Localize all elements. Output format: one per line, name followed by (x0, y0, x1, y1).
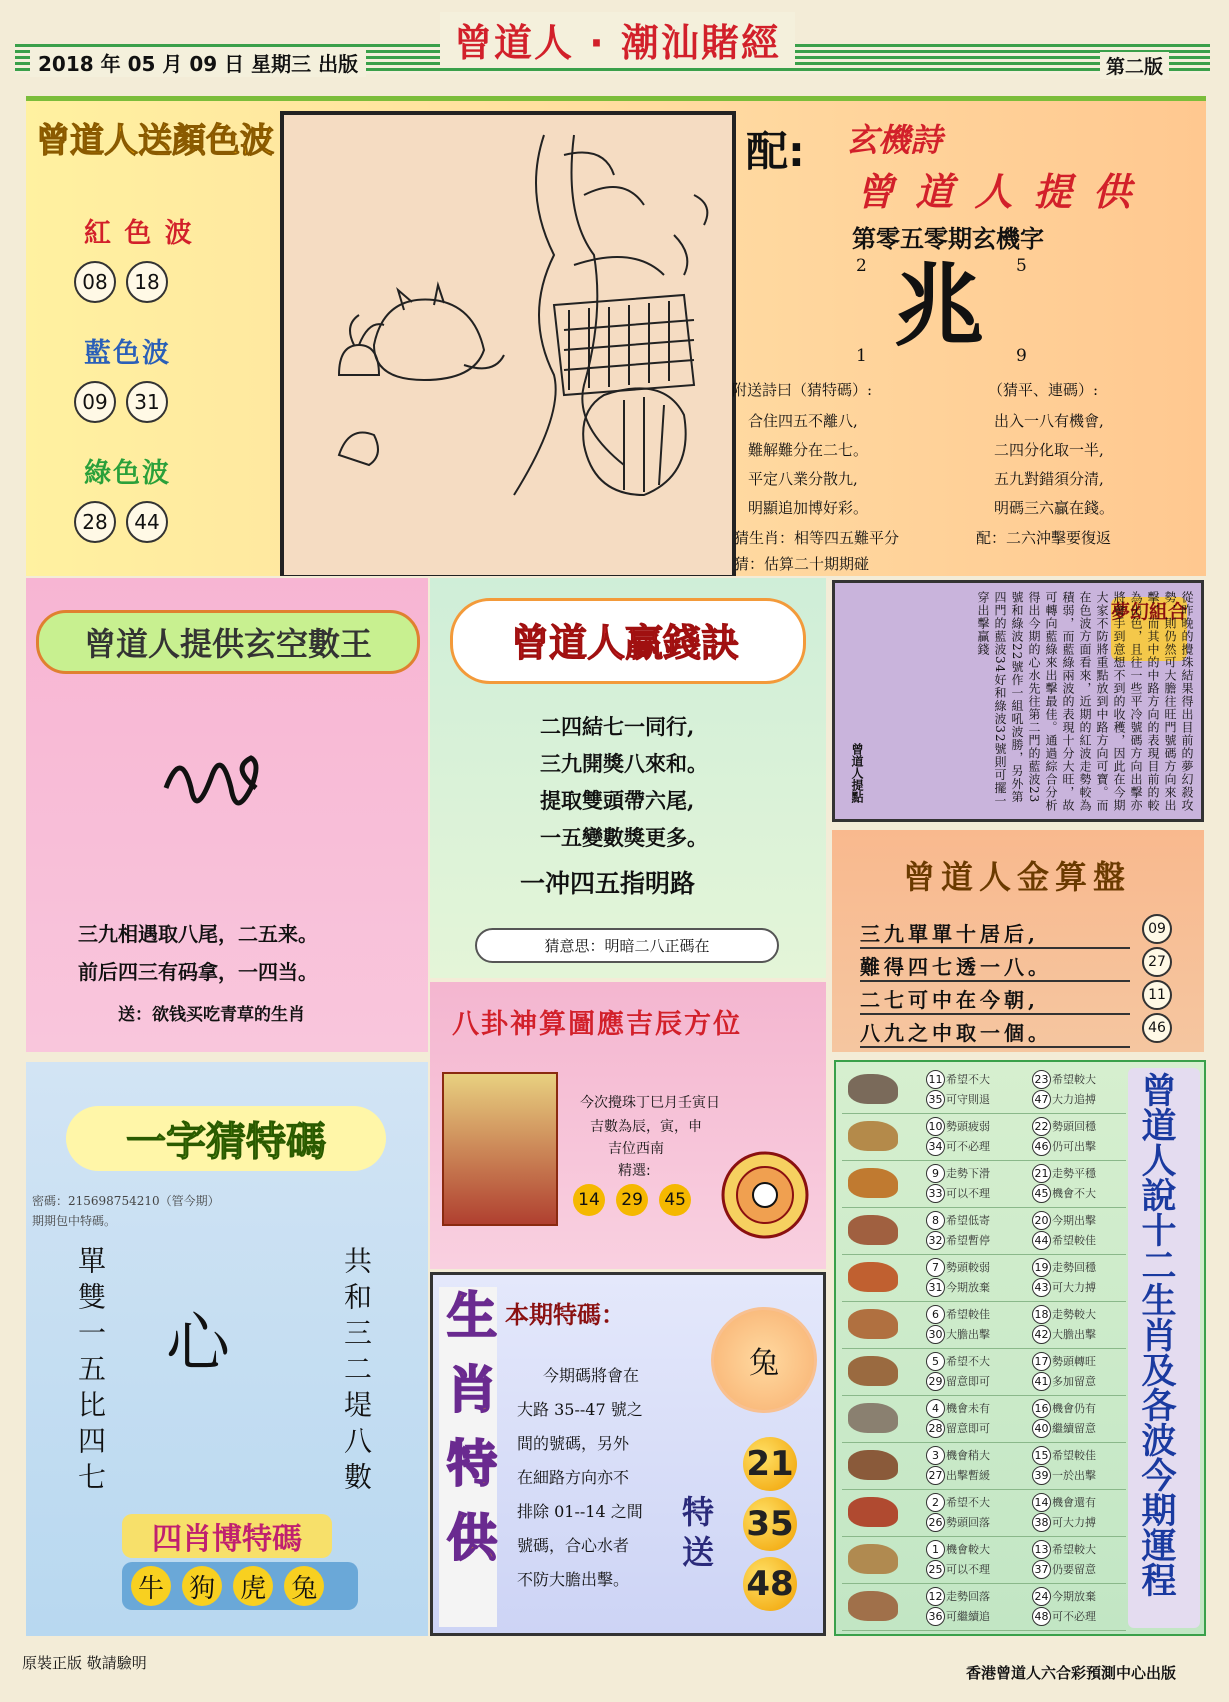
pick-ball: 45 (659, 1184, 691, 1216)
zodiac-fortune-text: 希望不大 (946, 1496, 990, 1509)
zodiac-fortune-text: 勢頭較弱 (946, 1261, 990, 1274)
zodiac-row (836, 1066, 1126, 1114)
zodiac-fortune-text: 走勢平穩 (1052, 1167, 1096, 1180)
guess-2: 猜：估算二十期期碰 (734, 555, 870, 573)
zodiac-row (836, 1442, 1126, 1490)
zodiac-number: 42 (1032, 1325, 1051, 1344)
zodiac-fortune-text: 一於出擊 (1052, 1469, 1096, 1482)
zodiac-number: 44 (1032, 1231, 1051, 1250)
yingqian-lines (540, 708, 708, 856)
zodiac-fortune-text: 勢頭轉旺 (1052, 1355, 1096, 1368)
zodiac-fortune-text: 機會仍有 (1052, 1402, 1096, 1415)
sixiao-item: 狗 (182, 1566, 222, 1606)
header-edition: 第二版 (1100, 52, 1169, 79)
sixiao-items (122, 1562, 358, 1610)
suanpan-row-num: 27 (1142, 947, 1172, 977)
zodiac-fortune-text: 留意即可 (946, 1375, 990, 1388)
poem-line: 明顯追加博好彩。 (748, 499, 869, 517)
footer-left: 原裝正版 敬請驗明 (22, 1654, 147, 1672)
yingqian-title: 曾道人贏錢訣 (510, 621, 739, 665)
zodiac-fortune-text: 希望較大 (1052, 1073, 1096, 1086)
zodiac-number: 6 (926, 1305, 945, 1324)
shengxiao-title: 本期特碼： (505, 1301, 625, 1329)
xuanji-n-tr: 5 (1016, 256, 1027, 276)
suanpan-row-num: 11 (1142, 980, 1172, 1010)
zodiac-fortune-text: 出擊暫緩 (946, 1469, 990, 1482)
zodiac-fortune-text: 可以不理 (946, 1187, 990, 1200)
zodiac-row (836, 1536, 1126, 1584)
yizi-center: 心 (166, 1307, 230, 1381)
send-label: 特送 (677, 1495, 715, 1575)
zodiac-rows (836, 1066, 1126, 1636)
zodiac-number: 28 (926, 1419, 945, 1438)
zodiac-fortune-text: 大膽出擊 (1052, 1328, 1096, 1341)
ox-icon (848, 1121, 898, 1151)
warrior-picture (442, 1072, 558, 1226)
zodiac-number: 20 (1032, 1211, 1051, 1230)
zodiac-fortune-text: 機會未有 (946, 1402, 990, 1415)
zodiac-fortune-text: 希望低寄 (946, 1214, 990, 1227)
special-ball: 48 (743, 1557, 797, 1611)
zodiac-number: 22 (1032, 1117, 1051, 1136)
yingqian-highlight: 一冲四五指明路 (520, 869, 696, 898)
zodiac-number: 7 (926, 1258, 945, 1277)
yizi-sub: 期期包中特碼。 (32, 1214, 117, 1228)
bagua-line-2: 吉數為辰，寅，申 (590, 1119, 702, 1135)
zodiac-number: 32 (926, 1231, 945, 1250)
dragon-icon (848, 1262, 898, 1292)
special-ball: 21 (743, 1437, 797, 1491)
color-wave-number: 28 (74, 501, 116, 543)
suanpan-title: 曾道人金算盤 (902, 858, 1131, 896)
menghuan-title: 夢幻組合 (1111, 597, 1187, 661)
body-line: 大路 35--47 號之 (517, 1400, 643, 1419)
puzzle-picture (280, 111, 736, 576)
zodiac-number: 47 (1032, 1090, 1051, 1109)
shengxiao-body (517, 1359, 643, 1597)
zodiac-fortune-text: 勢頭回落 (946, 1516, 990, 1529)
color-wave-number: 18 (126, 261, 168, 303)
zodiac-row (836, 1348, 1126, 1396)
zodiac-fortune-text: 希望不大 (946, 1355, 990, 1368)
zodiac-row (836, 1113, 1126, 1161)
zodiac-fortune-text: 可繼續追 (946, 1610, 990, 1623)
zodiac-number: 26 (926, 1513, 945, 1532)
suanpan-row-text: 二七可中在今朝, (860, 984, 1130, 1015)
sixiao-item: 牛 (131, 1566, 171, 1606)
rooster-icon (848, 1497, 898, 1527)
zodiac-row (836, 1160, 1126, 1208)
xuankong-line-2: 前后四三有码拿，一四当。 (78, 960, 318, 984)
zodiac-number: 30 (926, 1325, 945, 1344)
xuanji-issue: 第零五零期玄機字 (852, 224, 1044, 253)
zodiac-number: 46 (1032, 1137, 1051, 1156)
zodiac-fortune-text: 勢頭回穩 (1052, 1120, 1096, 1133)
menghuan-byline: 曾道人提點 (850, 743, 864, 803)
yizi-secret: 密碼：215698754210（管今期） (32, 1194, 220, 1208)
poem-left-head: 附送詩曰（猜特碼）: (732, 381, 873, 399)
bagua-line-1: 今次攪珠丁巳月壬寅日 (580, 1095, 720, 1111)
poem-right (994, 407, 1114, 523)
yingqian-line: 二四結七一同行, (540, 714, 695, 739)
zodiac-number: 23 (1032, 1070, 1051, 1089)
zodiac-number: 24 (1032, 1587, 1051, 1606)
sixiao-item: 兔 (284, 1566, 324, 1606)
zodiac-number: 25 (926, 1560, 945, 1579)
yingqian-meaning: 猜意思：明暗二八正碼在 (475, 928, 779, 963)
zodiac-number: 13 (1032, 1540, 1051, 1559)
xuanji-char: 兆 (894, 253, 984, 359)
suanpan-row-text: 八九之中取一個。 (860, 1017, 1130, 1048)
zodiac-side-title: 曾道人說十二生肖及各波今期運程 (1136, 1072, 1176, 1597)
shengxiao-panel (430, 1272, 826, 1636)
flower-text: 兔 (749, 1346, 779, 1381)
zodiac-number: 11 (926, 1070, 945, 1089)
cat-and-cabbage-drawing (284, 115, 732, 575)
xuanji-pei: 配: (746, 127, 805, 176)
color-wave-title: 曾道人送顏色波 (36, 121, 274, 161)
zodiac-number: 36 (926, 1607, 945, 1626)
zodiac-number: 39 (1032, 1466, 1051, 1485)
suanpan-row-num: 46 (1142, 1013, 1172, 1043)
xuankong-line-1: 三九相遇取八尾，二五来。 (78, 922, 318, 946)
zodiac-number: 45 (1032, 1184, 1051, 1203)
color-wave-label: 紅 色 波 (84, 218, 194, 249)
pick-ball: 29 (616, 1184, 648, 1216)
zodiac-fortune-text: 走勢較大 (1052, 1308, 1096, 1321)
zodiac-fortune-text: 可不必理 (1052, 1610, 1096, 1623)
poem-left (748, 407, 868, 523)
zodiac-number: 27 (926, 1466, 945, 1485)
zodiac-fortune-text: 希望不大 (946, 1073, 990, 1086)
yingqian-line: 一五變數獎更多。 (540, 825, 708, 850)
zodiac-number: 16 (1032, 1399, 1051, 1418)
zodiac-fortune-text: 仍要留意 (1052, 1563, 1096, 1576)
poem-line: 平定八業分散九, (748, 470, 858, 488)
flower-badge (711, 1307, 817, 1413)
zodiac-number: 15 (1032, 1446, 1051, 1465)
poem-line: 出入一八有機會, (994, 412, 1104, 430)
zodiac-fortune-text: 可守則退 (946, 1093, 990, 1106)
zodiac-number: 19 (1032, 1258, 1051, 1277)
bagua-panel (430, 982, 826, 1269)
xuanji-n-bl: 1 (856, 346, 867, 366)
body-line: 在細路方向亦不 (517, 1468, 630, 1487)
horse-icon (848, 1356, 898, 1386)
zodiac-number: 18 (1032, 1305, 1051, 1324)
body-line: 不防大膽出擊。 (517, 1570, 630, 1589)
shengxiao-side: 生肖特供 (439, 1289, 497, 1585)
zodiac-fortune-text: 希望暫停 (946, 1234, 990, 1247)
bagua-line-3: 吉位西南 (608, 1141, 664, 1157)
zodiac-fortune-text: 希望較佳 (1052, 1234, 1096, 1247)
suanpan-row-num: 09 (1142, 914, 1172, 944)
color-wave-label: 藍色波 (84, 338, 171, 369)
zodiac-fortune-text: 今期放棄 (946, 1281, 990, 1294)
zodiac-table (834, 1060, 1206, 1636)
yizi-panel (26, 1062, 428, 1636)
xuankong-title: 曾道人提供玄空數王 (36, 610, 420, 674)
zodiac-fortune-text: 可不必理 (946, 1140, 990, 1153)
color-wave-number: 09 (74, 381, 116, 423)
menghuan-text: 從昨晚的攪珠結果得出目前的夢幻殺攻勢，則仍然可大膽往旺門號碼方向來出擊，而其中的中路方向的表現目前的較為出色，且往一些平冷號碼方向出擊亦將會手到意想不到的收穫，因此在今期大家不防將重點放到中路方向可寶。而在色波方面看來，近期的紅波走勢較為積弱，而藍綠兩波的表現十分大旺，故可轉向藍綠來出擊最佳。通過綜合分析得出今期的心水先往第二門的藍波23號和綠波22號作一組吼波勝，另外第四門的藍波34好和綠波32號則可擺一穿出擊贏錢 (976, 591, 1194, 812)
xuankong-send: 送：欲钱买吃青草的生肖 (118, 1005, 305, 1025)
suanpan-row-text: 三九單單十居后, (860, 918, 1130, 949)
zodiac-number: 17 (1032, 1352, 1051, 1371)
zodiac-fortune-text: 繼續留意 (1052, 1422, 1096, 1435)
zodiac-number: 29 (926, 1372, 945, 1391)
zodiac-number: 1 (926, 1540, 945, 1559)
poem-line: 明碼三六贏在錢。 (994, 499, 1115, 517)
zodiac-number: 3 (926, 1446, 945, 1465)
zodiac-row (836, 1301, 1126, 1349)
pig-icon (848, 1591, 898, 1621)
zodiac-fortune-text: 今期放棄 (1052, 1590, 1096, 1603)
zodiac-row (836, 1583, 1126, 1631)
zodiac-row (836, 1254, 1126, 1302)
zodiac-number: 21 (1032, 1164, 1051, 1183)
goat-icon (848, 1403, 898, 1433)
yingqian-line: 提取雙頭帶六尾, (540, 788, 695, 813)
zodiac-number: 48 (1032, 1607, 1051, 1626)
body-line: 號碼，合心水者 (517, 1536, 630, 1555)
bagua-title: 八卦神算圖應吉辰方位 (452, 1009, 742, 1040)
scribble-icon (156, 738, 266, 818)
zodiac-number: 37 (1032, 1560, 1051, 1579)
poem-line: 二四分化取一半, (994, 441, 1104, 459)
suanpan-panel (832, 830, 1204, 1052)
zodiac-fortune-text: 仍可出擊 (1052, 1140, 1096, 1153)
zodiac-fortune-text: 勢頭疲弱 (946, 1120, 990, 1133)
zodiac-fortune-text: 可大力搏 (1052, 1516, 1096, 1529)
yingqian-line: 三九開獎八來和。 (540, 751, 708, 776)
color-wave-number: 08 (74, 261, 116, 303)
xuanji-provider: 曾 道 人 提 供 (856, 170, 1135, 214)
poem-line: 合住四五不離八, (748, 412, 858, 430)
zodiac-number: 43 (1032, 1278, 1051, 1297)
zodiac-fortune-text: 希望較大 (1052, 1543, 1096, 1556)
zodiac-fortune-text: 留意即可 (946, 1422, 990, 1435)
dog-icon (848, 1544, 898, 1574)
body-line: 間的號碼，另外 (517, 1434, 630, 1453)
poem-line: 五九對錯須分清, (994, 470, 1104, 488)
xuanji-pei2: 配：二六沖擊要復返 (976, 529, 1112, 547)
body-line: 今期碼將會在 (543, 1366, 640, 1385)
header-date: 2018 年 05 月 09 日 星期三 出版 (30, 48, 366, 77)
zodiac-number: 38 (1032, 1513, 1051, 1532)
zodiac-number: 31 (926, 1278, 945, 1297)
color-wave-number: 44 (126, 501, 168, 543)
zodiac-fortune-text: 希望較佳 (1052, 1449, 1096, 1462)
xuanji-n-tl: 2 (856, 256, 867, 276)
zodiac-fortune-text: 機會稍大 (946, 1449, 990, 1462)
color-wave-number: 31 (126, 381, 168, 423)
bagua-pick-label: 精選: (618, 1163, 651, 1179)
zodiac-number: 34 (926, 1137, 945, 1156)
monkey-icon (848, 1450, 898, 1480)
poem-right-head: （猜平、連碼）: (988, 381, 1099, 399)
zodiac-fortune-text: 機會較大 (946, 1543, 990, 1556)
suanpan-row-text: 難得四七透一八。 (860, 951, 1130, 982)
tiger-icon (848, 1168, 898, 1198)
yingqian-panel (430, 578, 826, 978)
zodiac-number: 35 (926, 1090, 945, 1109)
rabbit-icon (848, 1215, 898, 1245)
rat-icon (848, 1074, 898, 1104)
zodiac-fortune-text: 走勢回穩 (1052, 1261, 1096, 1274)
zodiac-number: 40 (1032, 1419, 1051, 1438)
zodiac-number: 8 (926, 1211, 945, 1230)
xuanji-title: 玄機詩 (846, 121, 943, 159)
zodiac-fortune-text: 大膽出擊 (946, 1328, 990, 1341)
menghuan-panel (832, 580, 1204, 822)
special-ball: 35 (743, 1497, 797, 1551)
header-title: 曾道人 · 潮汕賭經 (440, 12, 795, 67)
zodiac-number: 10 (926, 1117, 945, 1136)
zodiac-number: 33 (926, 1184, 945, 1203)
color-wave-label: 綠色波 (84, 458, 171, 489)
footer-right: 香港曾道人六合彩預測中心出版 (966, 1664, 1177, 1682)
yizi-left-col: 單雙一五比四七 (74, 1246, 107, 1498)
zodiac-number: 2 (926, 1493, 945, 1512)
zodiac-number: 9 (926, 1164, 945, 1183)
zodiac-fortune-text: 今期出擊 (1052, 1214, 1096, 1227)
zodiac-fortune-text: 走勢回落 (946, 1590, 990, 1603)
sixiao-title: 四肖博特碼 (122, 1514, 332, 1558)
zodiac-row (836, 1489, 1126, 1537)
zodiac-fortune-text: 希望較佳 (946, 1308, 990, 1321)
zodiac-number: 12 (926, 1587, 945, 1606)
top-section (26, 96, 1206, 576)
zodiac-fortune-text: 走勢下滑 (946, 1167, 990, 1180)
yizi-title: 一字猜特碼 (66, 1106, 386, 1171)
zodiac-number: 41 (1032, 1372, 1051, 1391)
pick-ball: 14 (573, 1184, 605, 1216)
zodiac-fortune-text: 機會還有 (1052, 1496, 1096, 1509)
sixiao-item: 虎 (233, 1566, 273, 1606)
zodiac-fortune-text: 多加留意 (1052, 1375, 1096, 1388)
bagua-compass-icon (720, 1150, 810, 1240)
zodiac-row (836, 1207, 1126, 1255)
xuankong-panel (26, 578, 428, 1052)
guess-zodiac: 猜生肖：相等四五難平分 (734, 529, 900, 547)
zodiac-number: 5 (926, 1352, 945, 1371)
zodiac-fortune-text: 機會不大 (1052, 1187, 1096, 1200)
bagua-picks (570, 1184, 694, 1216)
xuanji-n-br: 9 (1016, 346, 1027, 366)
poem-line: 難解難分在二七。 (748, 441, 869, 459)
zodiac-number: 14 (1032, 1493, 1051, 1512)
zodiac-fortune-text: 可以不理 (946, 1563, 990, 1576)
zodiac-fortune-text: 大力追搏 (1052, 1093, 1096, 1106)
snake-icon (848, 1309, 898, 1339)
zodiac-number: 4 (926, 1399, 945, 1418)
row-divider (842, 1630, 1126, 1631)
yizi-right-col: 共和三二堤八數 (340, 1246, 373, 1498)
zodiac-fortune-text: 可大力搏 (1052, 1281, 1096, 1294)
body-line: 排除 01--14 之間 (517, 1502, 643, 1521)
zodiac-row (836, 1395, 1126, 1443)
